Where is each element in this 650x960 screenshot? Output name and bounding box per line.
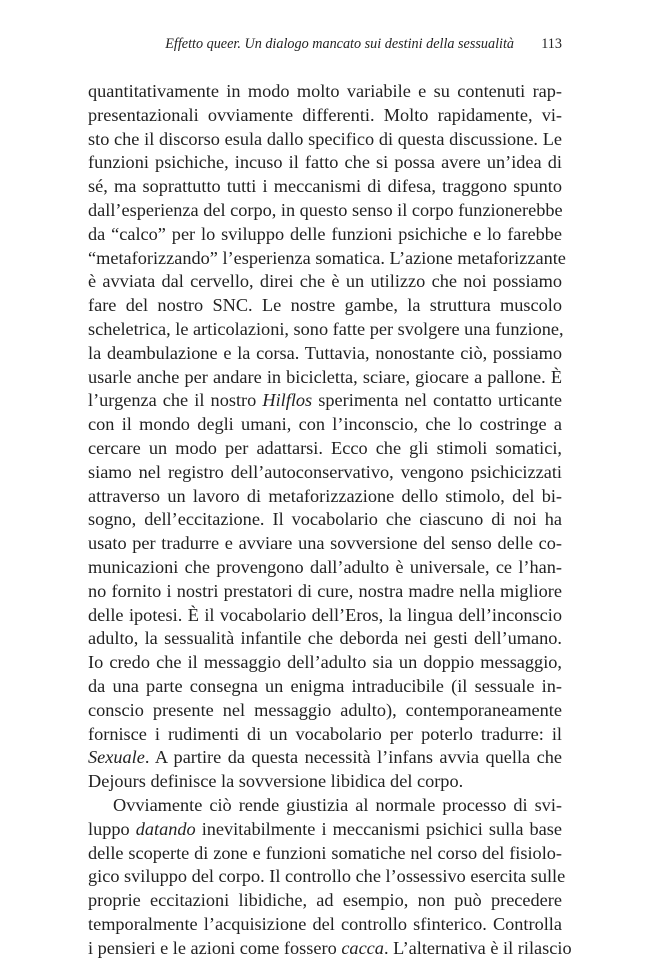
text-line [88,318,562,342]
text-line [88,270,562,294]
text-run: “metaforizzando” l’esperienza somatica. L’azione metaforizzante [88,247,566,268]
text-line [88,842,562,866]
text-run: quantitativamente in modo molto variabile e su contenuti rap- [88,81,562,101]
text-line [88,937,572,960]
text-run: proprie eccitazioni libidiche, ad esempio, non può precedere [88,890,562,911]
text-run: sperimenta nel contatto urticante [312,390,563,411]
text-line [88,199,562,223]
text-run: Ovviamente ciò rende giustizia al normale processo di svi- [113,794,562,815]
text-run: la deambulazione e la corsa. Tuttavia, nonostante ciò, possiamo [88,342,562,363]
text-line [88,342,562,366]
text-line [88,389,562,413]
text-line [88,699,562,723]
text-run: sogno, dell’eccitazione. Il vocabolario che ciascuno di noi ha [88,509,562,530]
paragraph [88,80,566,794]
text-line [88,675,562,699]
text-line [88,151,562,175]
text-run: delle ipotesi. È il vocabolario dell’Eros, la lingua dell’inconscio [88,604,562,625]
text-line [88,175,562,199]
text-run: usato per tradurre e avviare una sovversione del senso delle co- [88,533,562,554]
text-line [88,746,562,770]
text-line [88,723,562,747]
text-run: municazioni che provengono dall’adulto è universale, ce l’han- [88,556,562,577]
text-run: scheletrica, le articolazioni, sono fatte per svolgere una funzione, [88,318,564,339]
text-line [88,366,562,390]
text-run: delle scoperte di zone e funzioni somatiche nel corso del fisiolo- [88,842,562,863]
text-run: funzioni psichiche, incuso il fatto che si possa avere un’idea di [88,152,562,173]
text-run: fornisce i rudimenti di un vocabolario per poterlo tradurre: il [88,723,562,744]
text-run: . A partire da questa necessità l’infans avvia quella che [144,747,562,768]
text-run: fare del nostro SNC. Le nostre gambe, la struttura muscolo [88,295,562,316]
text-run: temporalmente l’acquisizione del controllo sfinterico. Controlla [88,913,562,934]
text-run: da una parte consegna un enigma intraducibile (il sessuale in- [88,675,562,696]
text-line [88,580,562,604]
text-run: siamo nel registro dell’autoconservativo, vengono psichicizzati [88,461,562,482]
text-run: è avviata dal cervello, direi che è un utilizzo che noi possiamo [88,271,562,292]
text-run: no fornito i nostri prestatori di cure, nostra madre nella migliore [88,580,562,601]
text-line [88,913,562,937]
text-line [88,651,562,675]
text-line [88,104,562,128]
text-run: adulto, la sessualità infantile che deborda nei gesti dell’umano. [88,628,562,649]
text-run: con il mondo degli umani, con l’inconscio, che lo costringe a [88,414,562,435]
text-run: Io credo che il messaggio dell’adulto sia un doppio messaggio, [88,652,562,673]
text-run: sto che il discorso esula dallo specifico di questa discussione. Le [88,128,562,149]
text-line [88,818,562,842]
text-run: inevitabilmente i meccanismi psichici sulla base [195,818,562,839]
running-title: Effetto queer. Un dialogo mancato sui destini della sessualità [165,36,514,52]
text-line [88,556,562,580]
text-run: usarle anche per andare in bicicletta, sciare, giocare a pallone. È [88,366,562,387]
running-head [88,36,562,56]
text-run: attraverso un lavoro di metaforizzazione dello stimolo, del bi- [88,485,562,506]
text-line [88,532,562,556]
page-number: 113 [541,36,562,52]
text-line [88,80,562,104]
italic-term: Sexuale [88,747,145,768]
text-line [88,437,562,461]
text-run: conscio presente nel messaggio adulto), contemporaneamente [88,699,562,720]
text-line [88,794,562,818]
text-line [88,865,566,889]
text-line [88,604,562,628]
text-run: da “calco” per lo sviluppo delle funzioni psichiche e lo farebbe [88,223,562,244]
text-line [88,294,562,318]
paragraph [88,794,572,960]
text-line [88,508,562,532]
text-line [88,770,562,794]
text-line [88,627,562,651]
text-run: dall’esperienza del corpo, in questo senso il corpo funzionerebbe [88,199,563,220]
italic-term: cacca [341,937,384,958]
text-run: gico sviluppo del corpo. Il controllo che l’ossessivo esercita sulle [88,866,566,887]
text-run: . L’alternativa è il rilascio [383,937,572,958]
body-text [88,80,572,960]
text-line [88,413,562,437]
text-line [88,223,562,247]
text-line [88,485,562,509]
text-line [88,461,562,485]
text-run: sé, ma soprattutto tutti i meccanismi di difesa, traggono spunto [88,176,562,197]
text-run: luppo [88,818,136,839]
text-run: l’urgenza che il nostro [88,390,263,411]
text-line [88,247,566,271]
italic-term: Hilflos [262,390,313,411]
text-run: i pensieri e le azioni come fossero [88,937,342,958]
text-run: cercare un modo per adattarsi. Ecco che gli stimoli somatici, [88,437,562,458]
text-line [88,889,562,913]
text-run: presentazionali ovviamente differenti. Molto rapidamente, vi- [88,104,562,125]
text-run: Dejours definisce la sovversione libidica del corpo. [88,771,464,792]
italic-term: datando [135,818,196,839]
text-line [88,128,562,152]
